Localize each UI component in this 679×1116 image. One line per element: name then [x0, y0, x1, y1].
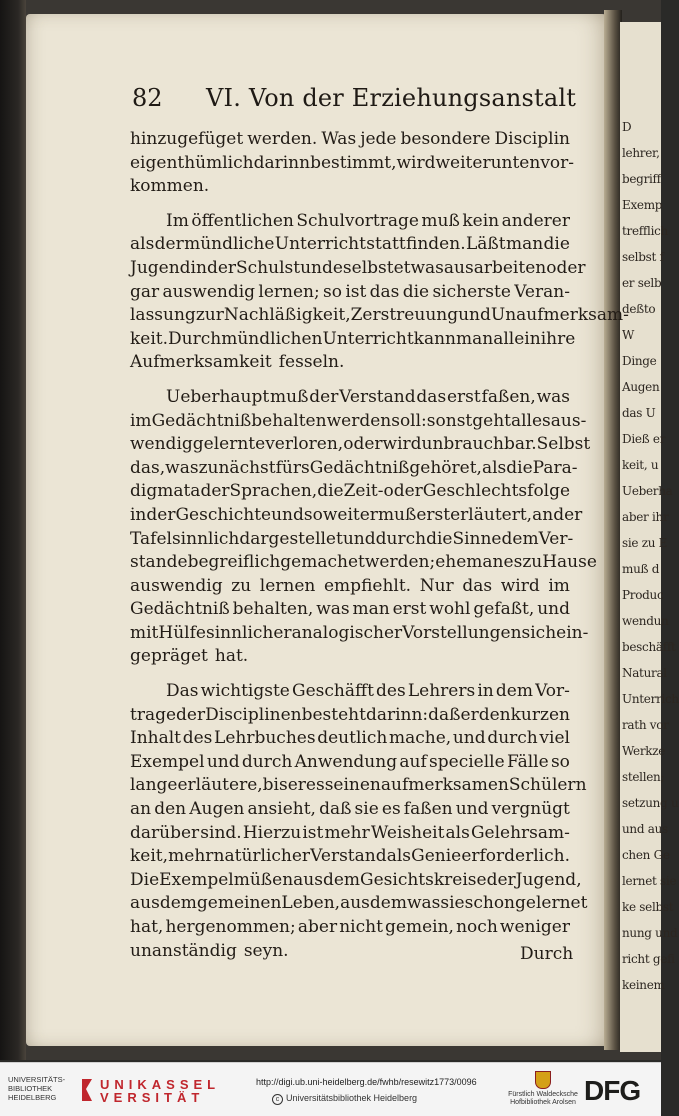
page-number: 82 [132, 84, 163, 112]
facing-page-word: keit, u [622, 458, 659, 472]
copyright-text: Universitätsbibliothek Heidelberg [286, 1093, 418, 1103]
text-line: Das wichtigste Geschäfft des Lehrers in dem Vor- [166, 681, 570, 702]
facing-page-word: Unterrich [622, 692, 679, 706]
facing-page-word: nung und [622, 926, 678, 940]
text-line: hinzugefüget werden. Was jede besondere Disciplin [130, 129, 570, 149]
paragraph-gap [130, 669, 570, 680]
unikassel-line2: VERSITÄT [100, 1090, 205, 1105]
facing-page-word: und aus [622, 822, 668, 836]
text-line: trage der Disciplinen besteht darinn: daß er den kurzen [130, 704, 570, 725]
facing-page-word: D [622, 120, 632, 134]
catchword: Durch [520, 944, 574, 964]
text-line: unanständig seyn. [130, 940, 289, 961]
unikassel-mark-icon [80, 1077, 94, 1103]
text-line: Exempel und durch Anwendung auf specielle Fälle so [130, 751, 570, 772]
uhd-logo [8, 1075, 65, 1102]
text-line: Tafel sinnlich dargestellet und durch die Sinne dem Ver- [130, 528, 574, 549]
left-page-edge [0, 0, 26, 1060]
facing-page-word: das U [622, 406, 656, 420]
facing-page-word: Exemp [622, 198, 663, 212]
facing-page-word: trefflich [622, 224, 668, 238]
unikassel-line1: UNIKASSEL [100, 1077, 221, 1092]
facing-page-word: W [622, 328, 635, 342]
text-line: Jugend in der Schulstunde selbst etwas ausarbeiten oder [130, 257, 586, 278]
running-head: VI. Von der Erziehungsanstalt [206, 84, 577, 112]
paragraph-gap [130, 199, 570, 210]
text-line: Im öffentlichen Schulvortrage muß kein anderer [166, 210, 570, 231]
unikassel-logo [100, 1078, 220, 1104]
facing-page-word: richt gefi [622, 952, 675, 966]
copyright-line [272, 1093, 417, 1105]
text-line: darüber sind. Hierzu ist mehr Weisheit als Gelehrsam- [130, 822, 570, 843]
text-line: Gedächtniß behalten, was man erst wohl gefaßt, und [130, 599, 570, 620]
text-line: hat, hergenommen; aber nicht gemein, noch weniger [130, 917, 570, 937]
library-label: Fürstlich Waldecksche Hofbibliothek Arolsen [508, 1091, 578, 1106]
facing-page-word: Natural [622, 666, 667, 680]
facing-page-word: begriff [622, 172, 661, 186]
text-line: wendig gelernte verloren, oder wird unbrauchbar. Selbst [130, 434, 591, 455]
viewer-footer [0, 1062, 661, 1116]
text-line: Die Exempel müßen aus dem Gesichtskreise der Jugend, [130, 869, 582, 890]
text-line: mit Hülfe sinnlicher analogischer Vorstellungen sich ein- [130, 622, 589, 643]
facing-page-word: Werkze [622, 744, 666, 758]
text-line: Inhalt des Lehrbuches deutlich mache, und durch viel [130, 728, 570, 749]
facing-page-fragment [620, 22, 679, 1052]
facing-page-word: muß d [622, 562, 660, 576]
text-line: das, was zunächst fürs Gedächtniß gehöret, als die Para- [130, 457, 578, 478]
text-line: aus dem gemeinen Leben, aus dem was sie schon gelernet [130, 893, 588, 914]
text-line: an den Augen ansieht, daß sie es faßen und vergnügt [130, 799, 570, 820]
facing-page-word: lehrer, [622, 146, 660, 160]
facing-page-word: sie zu E [622, 536, 668, 550]
text-line: auswendig zu lernen empfiehlt. Nur das wird im [130, 575, 570, 596]
text-line: in der Geschichte und so weiter muß erst erläutert, an der [130, 504, 583, 525]
facing-page-word: deßto [622, 302, 656, 316]
text-line: stande begreiflich gemachet werden; ehe man es zu Hause [130, 552, 597, 573]
dfg-logo: DFG [584, 1075, 641, 1106]
text-line: im Gedächtniß behalten werden soll: sonst geht alles aus- [130, 410, 587, 431]
facing-page-word: wendun [622, 614, 669, 628]
arolsen-library-logo [508, 1071, 578, 1107]
text-line: digmata der Sprachen, die Zeit- oder Geschlechtsfolge [130, 481, 571, 502]
text-line: eigenthümlich darinn bestimmt, wird weiter unten vor- [130, 152, 575, 173]
text-line: kommen. [130, 176, 210, 197]
text-line: keit, mehr natürlicher Verstand als Genie erforderlich. [130, 846, 570, 867]
text-line: lange erläutere, bis er es seinen aufmerksamen Schülern [130, 775, 587, 796]
facing-page-word: er selb [622, 276, 662, 290]
copyright-icon: c [272, 1094, 283, 1105]
crest-icon [535, 1071, 551, 1089]
text-line: als der mündliche Unterricht statt finden. Läßt man die [130, 234, 570, 255]
text-line: lassung zur Nachläßigkeit, Zerstreuung und Unaufmerksam- [130, 305, 629, 326]
facing-page-word: Augen [622, 380, 660, 394]
facing-page-word: beschäfft [622, 640, 676, 654]
facing-page-word: setzung u [622, 796, 679, 810]
text-line: Aufmerksamkeit fesseln. [130, 352, 345, 373]
facing-page-word: chen Ge [622, 848, 670, 862]
facing-page-word: stellen; [622, 770, 665, 784]
facing-page-word: lernet sie [622, 874, 677, 888]
paragraph-gap [130, 375, 570, 386]
text-line: Ueberhaupt muß der Verstand das erst faßen, was [166, 386, 570, 407]
facing-page-word: ke selbst [622, 900, 674, 914]
page-header [132, 84, 577, 118]
facing-page-word: Dieß er [622, 432, 666, 446]
facing-page-word: Produc [622, 588, 664, 602]
body-text [130, 128, 629, 963]
facing-page-word: rath vor [622, 718, 669, 732]
text-line: keit. Durch mündlichen Unterricht kann man allein ihre [130, 328, 576, 349]
text-line: gepräget hat. [130, 646, 249, 667]
facing-page-word: selbst f [622, 250, 664, 264]
text-line: gar auswendig lernen; so ist das die sicherste Veran- [130, 281, 570, 302]
facing-page-word: aber ihr [622, 510, 669, 524]
facing-page-word: keinem [622, 978, 665, 992]
permalink[interactable]: http://digi.ub.uni-heidelberg.de/fwhb/resewitz1773/0096 [256, 1077, 477, 1087]
facing-page-word: Dinge [622, 354, 657, 368]
uhd-label: UNIVERSITÄTS- BIBLIOTHEK HEIDELBERG [8, 1075, 66, 1102]
facing-page-word: Ueberha [622, 484, 673, 498]
